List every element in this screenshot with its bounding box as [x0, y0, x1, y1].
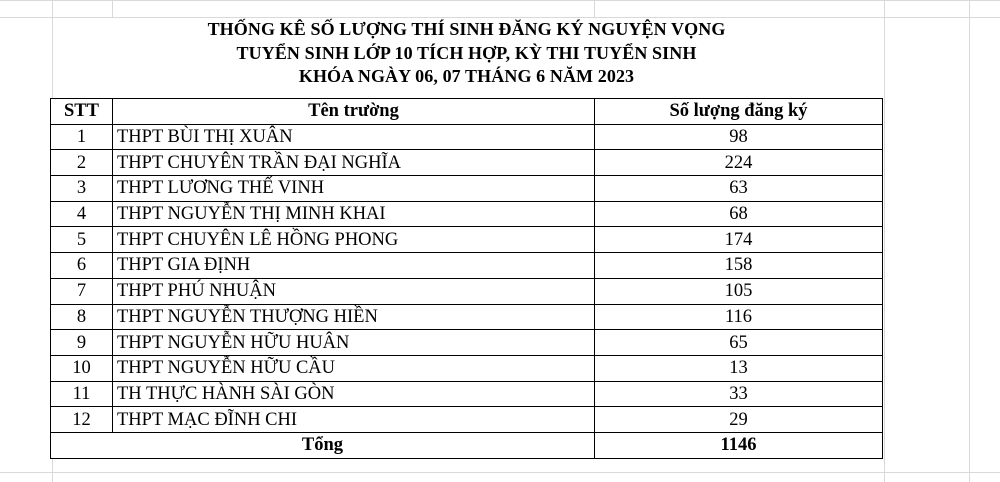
cell-school[interactable]: THPT LƯƠNG THẾ VINH: [113, 176, 595, 202]
report-title: [52, 18, 881, 89]
cell-stt[interactable]: 7: [51, 278, 113, 304]
table-header-row: [51, 99, 883, 125]
cell-school[interactable]: THPT NGUYỄN HỮU HUÂN: [113, 330, 595, 356]
header-stt[interactable]: STT: [51, 99, 113, 125]
total-row: [51, 432, 883, 458]
cell-stt[interactable]: 8: [51, 304, 113, 330]
cell-school[interactable]: THPT PHÚ NHUẬN: [113, 278, 595, 304]
cell-stt[interactable]: 6: [51, 253, 113, 279]
grid-col-line: [594, 0, 595, 17]
cell-count[interactable]: 63: [595, 176, 883, 202]
table-row: [51, 124, 883, 150]
cell-stt[interactable]: 1: [51, 124, 113, 150]
cell-count[interactable]: 13: [595, 355, 883, 381]
grid-row-line: [0, 472, 1000, 473]
cell-stt[interactable]: 4: [51, 201, 113, 227]
cell-school[interactable]: THPT MẠC ĐĨNH CHI: [113, 407, 595, 433]
cell-stt[interactable]: 3: [51, 176, 113, 202]
title-line-2: TUYỂN SINH LỚP 10 TÍCH HỢP, KỲ THI TUYỂN SINH: [236, 42, 697, 63]
cell-stt[interactable]: 5: [51, 227, 113, 253]
table-row: [51, 253, 883, 279]
cell-count[interactable]: 65: [595, 330, 883, 356]
title-line-1: THỐNG KÊ SỐ LƯỢNG THÍ SINH ĐĂNG KÝ NGUYỆN VỌNG: [207, 19, 726, 39]
grid-col-line: [969, 0, 970, 482]
total-count[interactable]: 1146: [595, 432, 883, 458]
cell-stt[interactable]: 2: [51, 150, 113, 176]
cell-school[interactable]: THPT GIA ĐỊNH: [113, 253, 595, 279]
cell-school[interactable]: TH THỰC HÀNH SÀI GÒN: [113, 381, 595, 407]
table-row: [51, 304, 883, 330]
cell-school[interactable]: THPT CHUYÊN LÊ HỒNG PHONG: [113, 227, 595, 253]
cell-school[interactable]: THPT NGUYỄN HỮU CẦU: [113, 355, 595, 381]
title-line-3: KHÓA NGÀY 06, 07 THÁNG 6 NĂM 2023: [298, 66, 635, 86]
cell-count[interactable]: 224: [595, 150, 883, 176]
cell-count[interactable]: 29: [595, 407, 883, 433]
table-row: [51, 176, 883, 202]
cell-count[interactable]: 174: [595, 227, 883, 253]
table-row: [51, 201, 883, 227]
table-row: [51, 407, 883, 433]
cell-count[interactable]: 98: [595, 124, 883, 150]
cell-stt[interactable]: 9: [51, 330, 113, 356]
table-row: [51, 355, 883, 381]
cell-count[interactable]: 158: [595, 253, 883, 279]
cell-school[interactable]: THPT CHUYÊN TRẦN ĐẠI NGHĨA: [113, 150, 595, 176]
table-row: [51, 278, 883, 304]
grid-col-line: [112, 0, 113, 17]
table-row: [51, 227, 883, 253]
cell-stt[interactable]: 12: [51, 407, 113, 433]
table-row: [51, 150, 883, 176]
cell-school[interactable]: THPT NGUYỄN THỊ MINH KHAI: [113, 201, 595, 227]
registration-table: [50, 98, 883, 459]
cell-count[interactable]: 68: [595, 201, 883, 227]
grid-col-line: [884, 0, 885, 482]
cell-school[interactable]: THPT NGUYỄN THƯỢNG HIỀN: [113, 304, 595, 330]
cell-stt[interactable]: 11: [51, 381, 113, 407]
table-row: [51, 330, 883, 356]
table-row: [51, 381, 883, 407]
cell-count[interactable]: 116: [595, 304, 883, 330]
header-school[interactable]: Tên trường: [113, 99, 595, 125]
grid-row-line: [0, 0, 1000, 1]
cell-school[interactable]: THPT BÙI THỊ XUÂN: [113, 124, 595, 150]
cell-count[interactable]: 33: [595, 381, 883, 407]
cell-count[interactable]: 105: [595, 278, 883, 304]
total-label[interactable]: Tổng: [51, 432, 595, 458]
header-count[interactable]: Số lượng đăng ký: [595, 99, 883, 125]
cell-stt[interactable]: 10: [51, 355, 113, 381]
